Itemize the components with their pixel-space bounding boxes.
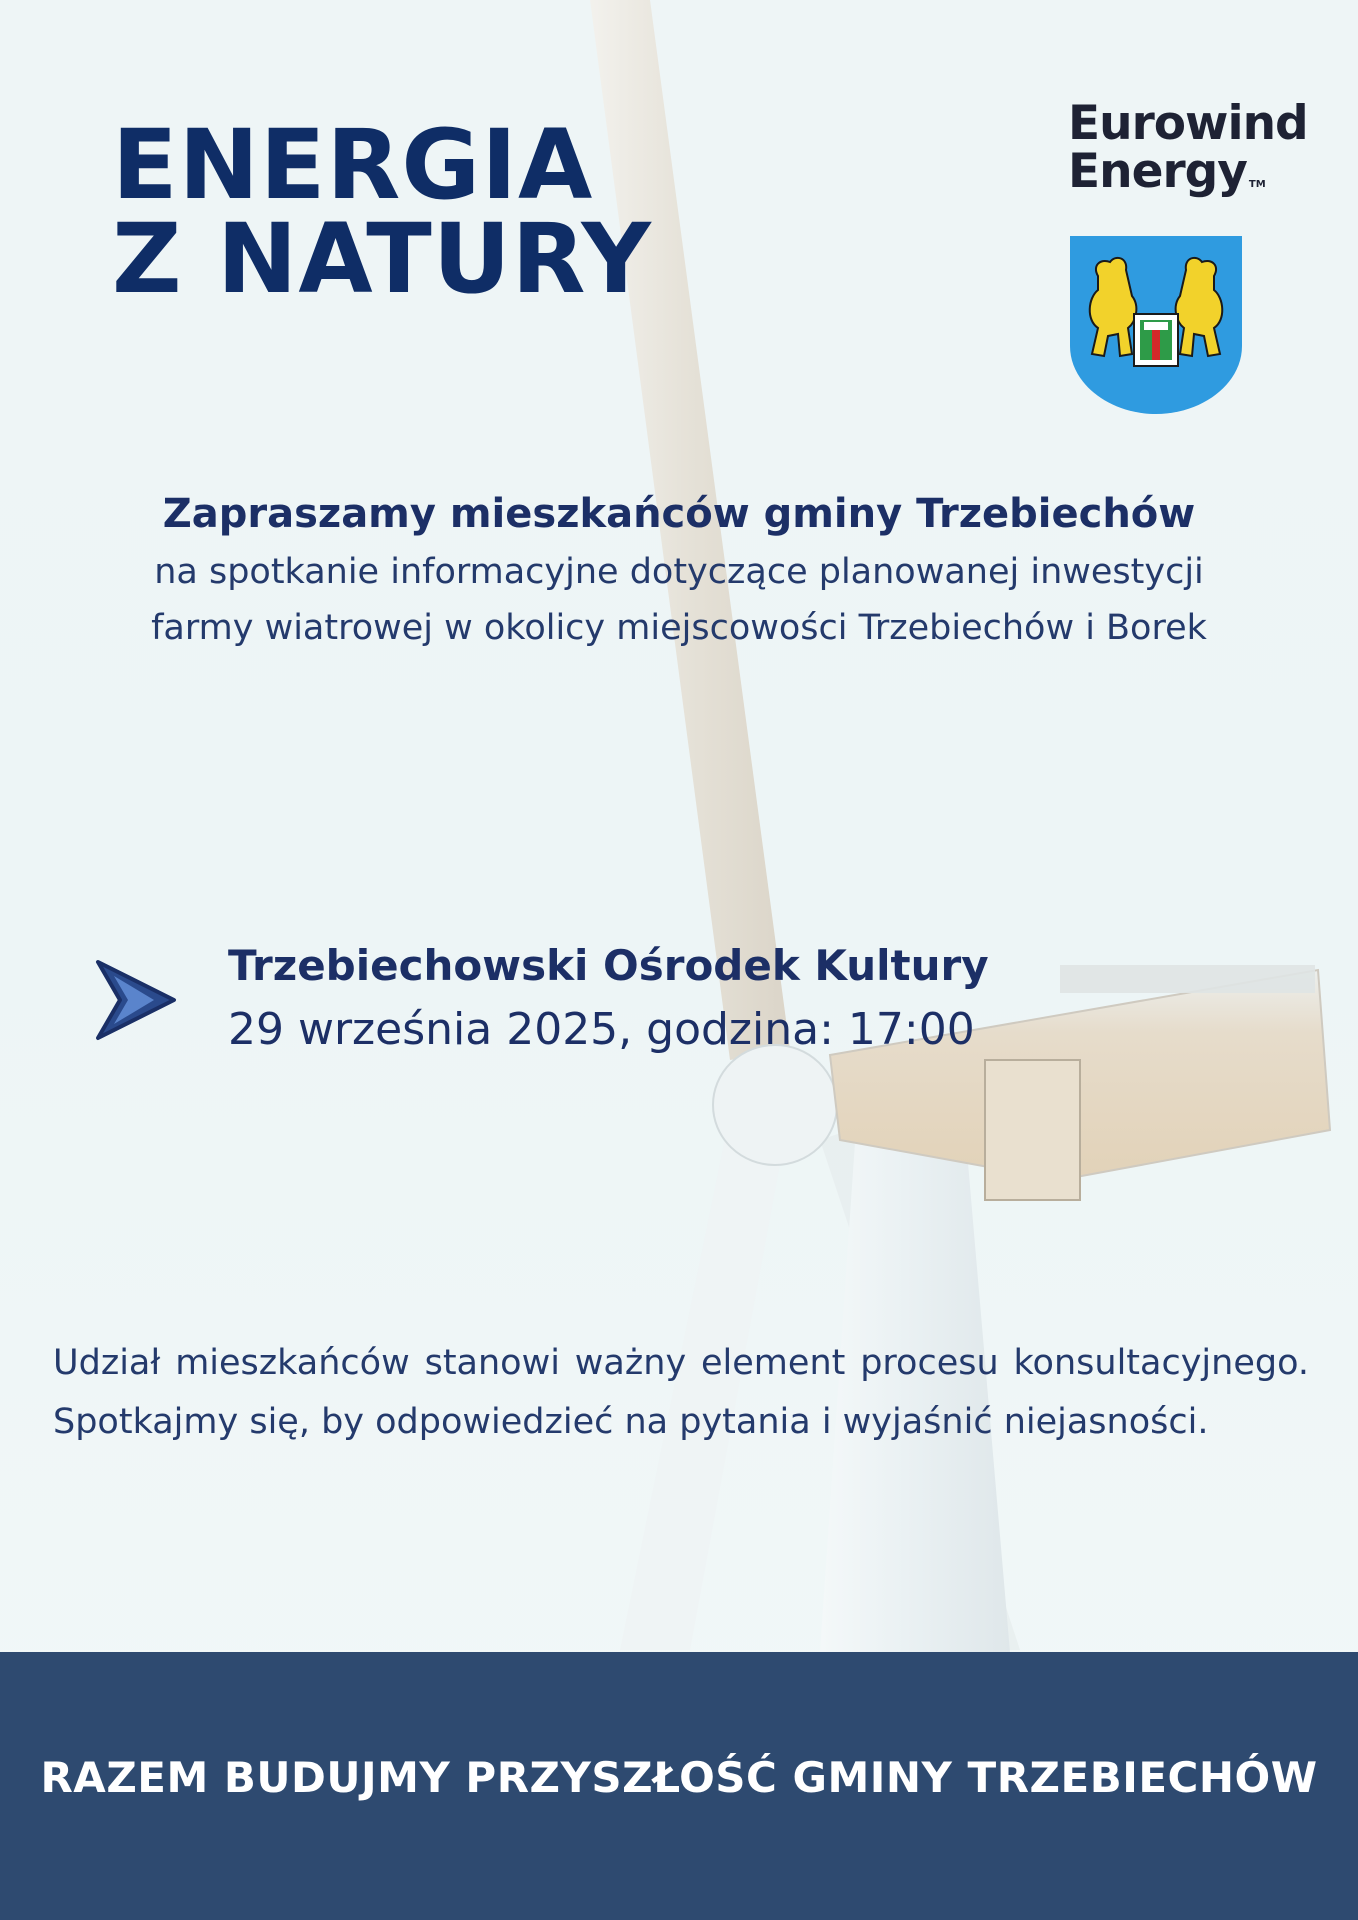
invitation-title: Zapraszamy mieszkańców gminy Trzebiechów — [162, 491, 1196, 537]
trademark-mark: TM — [1248, 179, 1266, 190]
logo-line-1: Eurowind — [1068, 96, 1308, 151]
event-datetime: 29 września 2025, godzina: 17:00 — [228, 1004, 975, 1055]
consultation-note: Udział mieszkańców stanowi ważny element procesu konsultacyjnego. Spotkajmy się, by odpowiedzieć na pytania i wyjaśnić niejasności. — [53, 1343, 1309, 1442]
headline-line-1: ENERGIA — [112, 109, 594, 221]
invitation-line-2: farmy wiatrowej w okolicy miejscowości Trzebiechów i Borek — [151, 608, 1207, 648]
footer-slogan: RAZEM BUDUJMY PRZYSZŁOŚĆ GMINY TRZEBIECHÓW — [40, 1753, 1318, 1802]
invitation-line-1: na spotkanie informacyjne dotyczące planowanej inwestycji — [154, 552, 1204, 592]
trzebiechow-coat-of-arms-icon — [1070, 236, 1242, 414]
event-details — [228, 934, 989, 1062]
eurowind-energy-logo — [1068, 96, 1308, 209]
chevron-right-icon — [94, 958, 178, 1042]
logo-line-2: Energy TM — [1068, 144, 1266, 199]
headline — [112, 109, 652, 315]
invitation-block — [60, 484, 1298, 656]
event-place: Trzebiechowski Ośrodek Kultury — [228, 941, 989, 990]
headline-line-2: Z NATURY — [112, 203, 652, 315]
